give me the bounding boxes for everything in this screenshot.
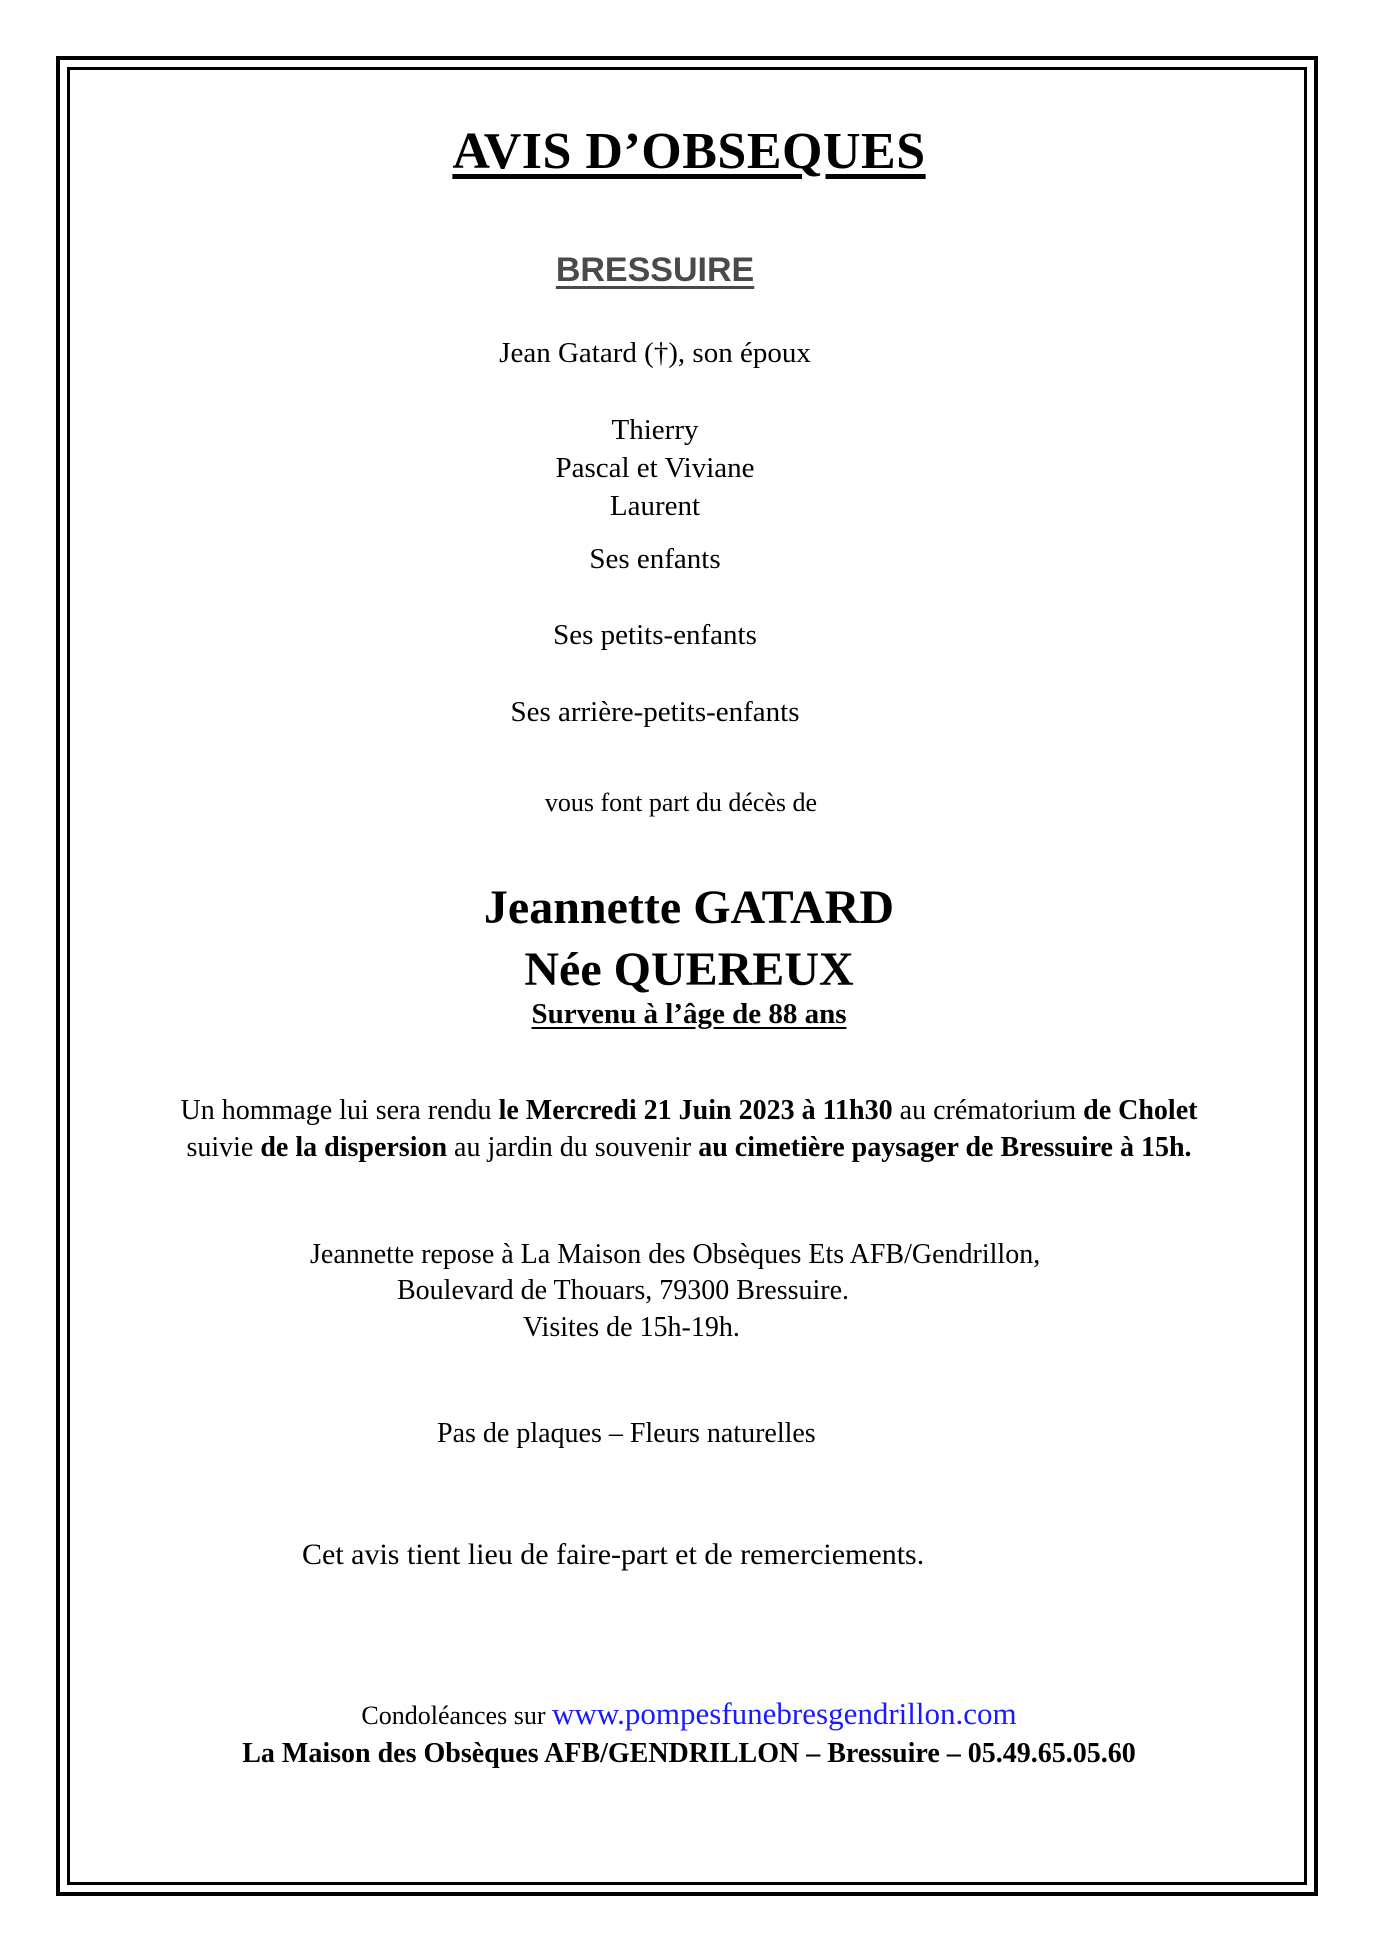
child-thierry: Thierry — [611, 414, 699, 446]
children-label: Ses enfants — [589, 543, 721, 575]
rest-line-1: Jeannette repose à La Maison des Obsèques Ets AFB/Gendrillon, — [310, 1239, 1041, 1270]
condolences-link[interactable]: www.pompesfunebresgendrillon.com — [552, 1696, 1017, 1731]
deceased-name: Jeannette GATARD — [483, 881, 895, 934]
ceremony-cemetery: au cimetière paysager de Bressuire à 15h. — [698, 1132, 1192, 1163]
ceremony-date: le Mercredi 21 Juin 2023 à 11h30 — [498, 1095, 893, 1126]
child-laurent: Laurent — [609, 490, 701, 522]
notice-title: AVIS D’OBSEQUES — [452, 123, 926, 180]
ceremony-text: Un hommage lui sera rendu — [180, 1095, 499, 1126]
grandchildren-line: Ses petits-enfants — [553, 619, 757, 651]
child-pascal-viviane: Pascal et Viviane — [555, 452, 755, 484]
deceased-maiden-name: Née QUEREUX — [524, 943, 854, 996]
rest-line-2: Boulevard de Thouars, 79300 Bressuire. — [397, 1275, 850, 1306]
condolences-label: Condoléances sur — [361, 1701, 552, 1730]
ceremony-place: de Cholet — [1083, 1095, 1198, 1126]
ceremony-line-2 — [0, 1134, 1378, 1162]
footer-contact: La Maison des Obsèques AFB/GENDRILLON – Bressuire – 05.49.65.05.60 — [242, 1738, 1136, 1769]
great-grandchildren-line: Ses arrière-petits-enfants — [510, 696, 800, 728]
notice-line: Cet avis tient lieu de faire-part et de remerciements. — [302, 1538, 925, 1571]
ceremony-text: au crématorium — [892, 1095, 1084, 1126]
flowers-line: Pas de plaques – Fleurs naturelles — [437, 1418, 816, 1449]
intro-line: vous font part du décès de — [544, 788, 818, 817]
spouse-line: Jean Gatard (†), son époux — [499, 337, 811, 369]
ceremony-text: suivie — [186, 1132, 261, 1163]
age-line: Survenu à l’âge de 88 ans — [531, 998, 847, 1030]
visiting-hours: Visites de 15h-19h. — [523, 1312, 740, 1343]
city-heading: BRESSUIRE — [555, 251, 755, 289]
condolences-line — [0, 1698, 1378, 1729]
ceremony-text: au jardin du souvenir — [447, 1132, 699, 1163]
ceremony-dispersion: de la dispersion — [260, 1132, 448, 1163]
ceremony-line-1 — [0, 1097, 1378, 1125]
